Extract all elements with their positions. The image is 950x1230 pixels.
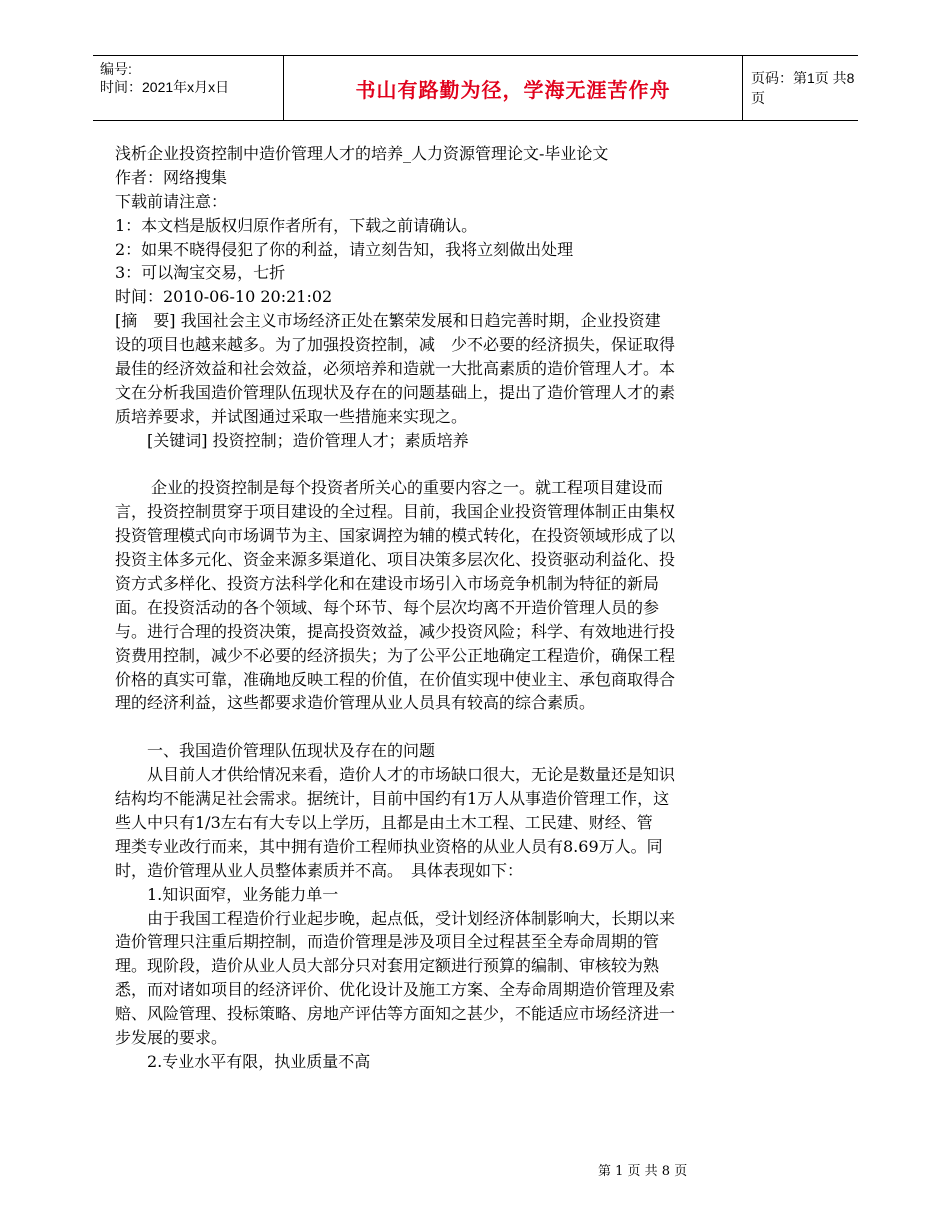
text-line: 1.知识面窄，业务能力单一 xyxy=(147,884,339,904)
text-line: 理的经济利益，这些都要求造价管理从业人员具有较高的综合素质。 xyxy=(115,693,596,713)
text-line: 些人中只有1/3左右有大专以上学历，且都是由土木工程、工民建、财经、管 xyxy=(115,812,653,832)
text-line: 作者：网络搜集 xyxy=(115,167,228,187)
text-line: 最佳的经济效益和社会效益，必须培养和造就一大批高素质的造价管理人才。本 xyxy=(115,359,676,379)
text-line: 从目前人才供给情况来看，造价人才的市场缺口很大，无论是数量还是知识 xyxy=(147,765,676,785)
header-meta xyxy=(93,56,283,120)
blank-line xyxy=(115,453,775,477)
header-page-info: 页码：第1页 共8页 xyxy=(751,70,855,106)
text-line: [摘 要] 我国社会主义市场经济正处在繁荣发展和日趋完善时期，企业投资建 xyxy=(115,311,661,331)
text-line: 资方式多样化、投资方法科学化和在建设市场引入市场竞争机制为特征的新局 xyxy=(115,574,660,594)
text-line: 浅析企业投资控制中造价管理人才的培养_人力资源管理论文-毕业论文 xyxy=(115,144,609,163)
text-line: 质培养要求，并试图通过采取一些措施来实现之。 xyxy=(115,406,468,426)
text-line: 造价管理只注重后期控制，而造价管理是涉及项目全过程甚至全寿命周期的管 xyxy=(115,932,660,952)
text-line: [关键词] 投资控制；造价管理人才；素质培养 xyxy=(147,430,469,450)
text-line: 赔、风险管理、投标策略、房地产评估等方面知之甚少，不能适应市场经济进一 xyxy=(115,1004,676,1024)
text-line: 言，投资控制贯穿于项目建设的全过程。目前，我国企业投资管理体制正由集权 xyxy=(115,502,676,522)
text-line: 与。进行合理的投资决策，提高投资效益，减少投资风险；科学、有效地进行投 xyxy=(115,621,676,641)
text-line: 设的项目也越来越多。为了加强投资控制，减 少不必要的经济损失，保证取得 xyxy=(115,335,676,355)
blank-line xyxy=(115,715,775,739)
text-line: 理。现阶段，造价从业人员大部分只对套用定额进行预算的编制、审核较为熟 xyxy=(115,956,660,976)
text-line: 文在分析我国造价管理队伍现状及存在的问题基础上，提出了造价管理人才的素 xyxy=(115,382,676,402)
text-line: 2：如果不晓得侵犯了你的利益，请立刻告知，我将立刻做出处理 xyxy=(115,239,574,259)
text-line: 价格的真实可靠，准确地反映工程的价值，在价值实现中使业主、承包商取得合 xyxy=(115,669,676,689)
text-line: 理类专业改行而来，其中拥有造价工程师执业资格的从业人员有8.69万人。同 xyxy=(115,836,663,856)
header-motto: 书山有路勤为径，学海无涯苦作舟 xyxy=(355,77,671,102)
document-body xyxy=(115,142,775,1074)
text-line: 2.专业水平有限，执业质量不高 xyxy=(147,1051,371,1071)
text-line: 结构均不能满足社会需求。据统计，目前中国约有1万人从事造价管理工作，这 xyxy=(115,789,670,809)
header-motto-cell xyxy=(283,56,743,120)
text-line: 资费用控制，减少不必要的经济损失；为了公平公正地确定工程造价，确保工程 xyxy=(115,645,676,665)
text-line: 下载前请注意： xyxy=(115,191,228,211)
text-line: 面。在投资活动的各个领域、每个环节、每个层次均离不开造价管理人员的参 xyxy=(115,597,660,617)
document-time-label: 时间：2021年x月x日 xyxy=(100,79,230,95)
header-page-info-cell xyxy=(743,56,858,120)
text-line: 3：可以淘宝交易，七折 xyxy=(115,263,286,283)
text-line: 时，造价管理从业人员整体素质并不高。 具体表现如下： xyxy=(115,860,524,880)
text-line: 一、我国造价管理队伍现状及存在的问题 xyxy=(147,741,436,761)
text-line: 由于我国工程造价行业起步晚，起点低，受计划经济体制影响大，长期以来 xyxy=(147,908,676,928)
text-line: 投资管理模式向市场调节为主、国家调控为辅的模式转化，在投资领域形成了以 xyxy=(115,526,676,546)
text-line: 步发展的要求。 xyxy=(115,1027,228,1047)
text-line: 投资主体多元化、资金来源多渠道化、项目决策多层次化、投资驱动利益化、投 xyxy=(115,550,676,570)
document-number-label: 编号: xyxy=(100,61,132,77)
text-line: 1：本文档是版权归原作者所有，下载之前请确认。 xyxy=(115,215,478,235)
page-footer: 第 1 页 共 8 页 xyxy=(598,1164,688,1179)
text-line: 悉，而对诸如项目的经济评价、优化设计及施工方案、全寿命周期造价管理及索 xyxy=(115,980,676,1000)
text-line: 时间：2010-06-10 20:21:02 xyxy=(115,287,333,307)
page-header xyxy=(93,55,858,121)
text-line: 企业的投资控制是每个投资者所关心的重要内容之一。就工程项目建设而 xyxy=(151,478,664,498)
